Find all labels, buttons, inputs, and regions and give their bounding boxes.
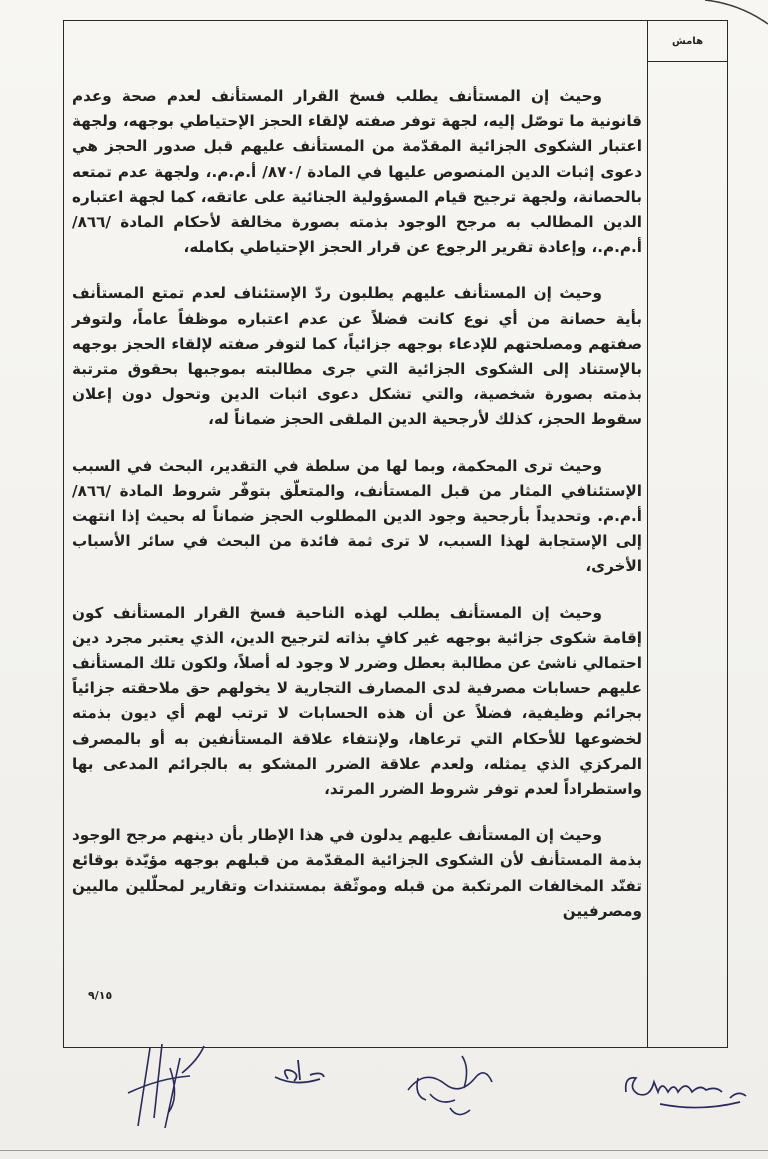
paragraph-3: وحيث ترى المحكمة، وبما لها من سلطة في التقدير، البحث في السبب الإستئنافي المثار من قبل المستأنف، والمتعلّق بتوفّر شروط المادة /٨٦٦/ أ.م.م. وتحديداً بأرجحية وجود الدين المطلوب الحجز ضماناً له بحيث إذا انتهت إلى الإستجابة لهذا السبب، لا ترى ثمة فائدة من البحث في سائر الأسباب الأخرى، bbox=[72, 456, 642, 576]
margin-column-divider bbox=[647, 20, 648, 1048]
paragraph-5: وحيث إن المستأنف عليهم يدلون في هذا الإطار بأن دينهم مرجح الوجود بذمة المستأنف لأن الشكوى الجزائية المقدّمة من قبلهم بوجهه مؤيّدة بوقائع تفنّد المخالفات المرتكبة من قبله وموثّقة بمستندات وتقارير لمحلّلين ماليين ومصرفيين bbox=[72, 826, 642, 920]
paragraph-1: وحيث إن المستأنف يطلب فسخ القرار المستأنف لعدم صحة وعدم قانونية ما توصّل إليه، لجهة توفر صفته لإلقاء الحجز الإحتياطي بوجهه، ولجهة اعتبار الشكوى الجزائية المقدّمة من المستأنف عليهم قبل صدور الحجز هي دعوى إثبات الدين المنصوص عليها في المادة /٨٧٠/ أ.م.م.، ولجهة عدم تمتعه بالحصانة، ولجهة ترجيح قيام المسؤولية الجنائية على عاتقه، كما لجهة اعتباره الدين المطالب به مرجح الوجود بذمته بصورة مخالفة لأحكام المادة /٨٦٦/ أ.م.م.، وإعادة تقرير الرجوع عن قرار الحجز الإحتياطي بكامله، bbox=[72, 87, 642, 257]
paragraph-2: وحيث إن المستأنف عليهم يطلبون ردّ الإستئناف لعدم تمتع المستأنف بأية حصانة من أي نوع كانت فضلاً عن عدم اعتباره موظفاً عاماً، ولتوفر صفتهم ومصلحتهم للإدعاء بوجهه جزائياً، كما لتوفر صفته لإلقاء الحجز بوجهه بالإستناد إلى الشكوى الجزائية التي جرى مطالبته بموجبها بحقوق مترتبة بذمته بصورة شخصية، والتي تشكل دعوى اثبات الدين وتحول دون إعلان سقوط الحجز، كذلك لأرجحية الدين الملقى الحجز ضماناً له، bbox=[72, 284, 642, 429]
page-number: ٩/١٥ bbox=[88, 989, 113, 1002]
margin-header-rule bbox=[647, 61, 728, 62]
bottom-page-edge bbox=[0, 1150, 768, 1151]
document-body bbox=[72, 84, 642, 945]
signature-4 bbox=[620, 1062, 760, 1117]
signatures-area bbox=[100, 1030, 760, 1140]
signature-1 bbox=[120, 1038, 210, 1133]
signature-2 bbox=[270, 1055, 330, 1095]
paragraph-4: وحيث إن المستأنف يطلب لهذه الناحية فسخ القرار المستأنف كون إقامة شكوى جزائية بوجهه غير كافٍ بذاته لترجيح الدين، الذي يعتبر مجرد دين احتمالي ناشئ عن مطالبة بعطل وضرر لا وجود له أصلاً، ولكون تلك المستأنف عليهم حسابات مصرفية لدى المصارف التجارية لا يخولهم حق ملاحقته جزائياً بجرائم وظيفية، فضلاً عن أن هذه الحسابات لا ترتب لهم أي ديون بذمته لخضوعها للأحكام التي ترعاها، ولإنتفاء علاقة المستأنفين به أو بالمصرف المركزي الذي يمثله، ولعدم علاقة الضرر المشكو به بالجرائم المدعى بها واستطراداً لعدم توفر شروط الضرر المرتد، bbox=[72, 603, 642, 799]
margin-column-label: هامش bbox=[671, 36, 703, 47]
signature-3 bbox=[400, 1048, 500, 1123]
